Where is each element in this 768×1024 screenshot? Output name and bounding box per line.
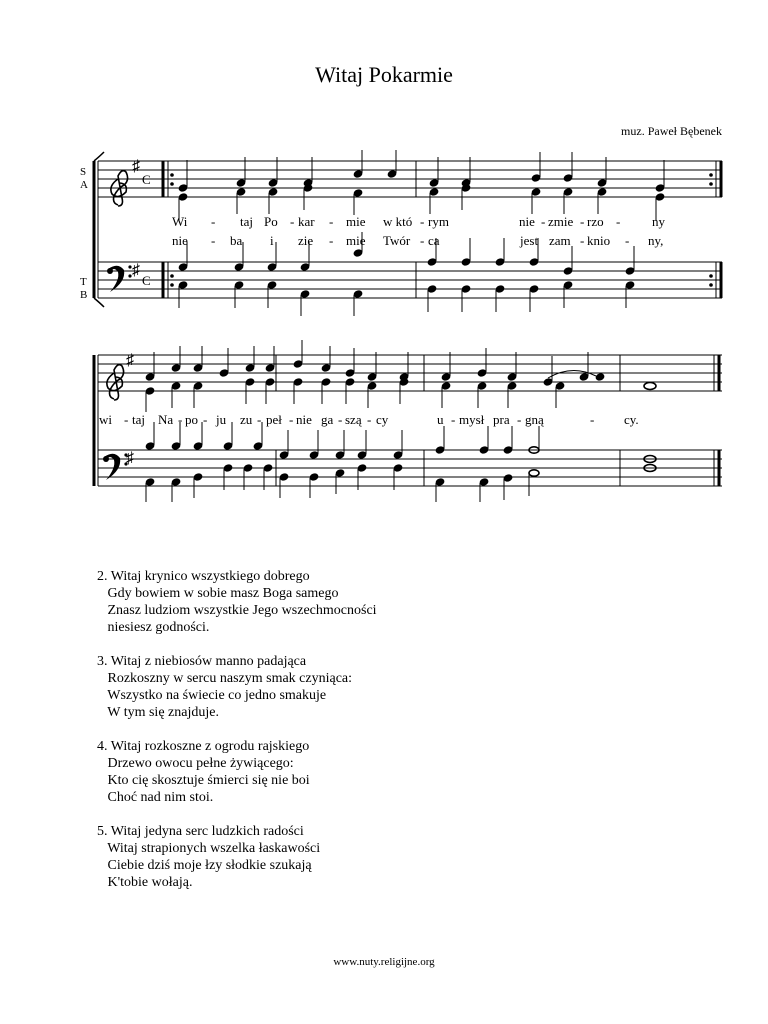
bass-staff-2 [98,450,722,486]
svg-text:Wi: Wi [172,214,188,229]
sharp-icon: ♯ [126,450,134,467]
svg-text:ga: ga [321,412,334,427]
sharp-icon: ♯ [132,262,140,279]
voice-label-t: T [80,276,87,288]
svg-text:-: - [329,214,334,229]
svg-text:Na: Na [158,412,174,427]
svg-text:Twór: Twór [383,233,411,248]
svg-text:pra: pra [493,412,510,427]
bass-staff-1 [98,262,722,298]
svg-text:-: - [211,214,216,229]
svg-text:-: - [211,233,216,248]
verse-line: Rozkoszny w sercu naszym smak czyniąca: [97,671,353,686]
voice-label-s: S [80,166,87,178]
svg-text:ny,: ny, [648,233,664,248]
svg-text:-: - [289,412,294,427]
verse-line: W tym się znajduje. [97,705,219,720]
verse-4 [97,738,377,806]
svg-text:mysł: mysł [459,412,485,427]
footer-url[interactable]: www.nuty.religijne.org [333,956,435,968]
composer-credit: muz. Paweł Bębenek [621,124,722,138]
svg-text:mie: mie [346,214,366,229]
svg-text:-: - [580,233,585,248]
svg-text:-: - [590,412,595,427]
svg-text:-: - [178,412,183,427]
verse-line: Ciebie dziś moje łzy słodkie szukają [97,858,312,873]
verse-2 [97,568,377,636]
time-signature: C [142,172,151,187]
svg-text:u: u [437,412,444,427]
svg-text:nie: nie [519,214,535,229]
svg-text:ca: ca [428,233,440,248]
additional-verses [97,568,377,908]
verse-line: Znasz ludziom wszystkie Jego wszechmocności [97,603,377,618]
verse-line: niesiesz godności. [97,620,210,635]
svg-text:po: po [185,412,198,427]
svg-text:i: i [270,233,274,248]
svg-text:cy.: cy. [624,412,639,427]
voice-label-a: A [80,179,88,191]
svg-text:rzo: rzo [587,214,604,229]
svg-text:wi: wi [99,412,112,427]
svg-text:mie: mie [346,233,366,248]
svg-text:-: - [367,412,372,427]
svg-text:ju: ju [216,412,227,427]
svg-text:nie: nie [296,412,312,427]
verse-line: 5. Witaj jedyna serc ludzkich radości [97,824,304,839]
svg-text:gną: gną [525,412,544,427]
svg-text:-: - [420,214,425,229]
verse-line: 4. Witaj rozkoszne z ogrodu rajskiego [97,739,310,754]
svg-text:ny: ny [652,214,665,229]
verse-line: 3. Witaj z niebiosów manno padająca [97,654,307,669]
svg-text:nie: nie [172,233,188,248]
verse-3 [97,653,377,721]
svg-text:cy: cy [376,412,389,427]
lyrics-system-2 [99,412,639,427]
svg-text:kar: kar [298,214,315,229]
svg-text:-: - [625,233,630,248]
svg-text:-: - [517,412,522,427]
svg-text:jest: jest [520,233,539,248]
sharp-icon: ♯ [126,352,134,369]
svg-text:-: - [580,214,585,229]
svg-text:-: - [420,233,425,248]
song-title: Witaj Pokarmie [315,62,453,87]
bass-clef-icon [107,265,132,292]
verse-5 [97,823,377,891]
bass-clef-icon [103,453,128,480]
verse-line: Choć nad nim stoi. [97,790,214,805]
verse-line: K'tobie wołają. [97,875,193,890]
svg-text:rym: rym [428,214,449,229]
svg-text:-: - [290,214,295,229]
svg-text:Po: Po [264,214,278,229]
time-signature: C [142,273,151,288]
svg-text:-: - [124,412,129,427]
svg-text:zam: zam [549,233,571,248]
verse-line: 2. Witaj krynico wszystkiego dobrego [97,569,310,584]
verse-line: Kto cię skosztuje śmierci się nie boi [97,773,310,788]
svg-text:peł: peł [266,412,282,427]
svg-text:-: - [541,214,546,229]
voice-label-b: B [80,289,88,301]
treble-staff-1 [98,161,722,197]
svg-text:-: - [257,412,262,427]
svg-text:taj: taj [132,412,145,427]
svg-text:-: - [338,412,343,427]
svg-text:-: - [203,412,208,427]
svg-text:zmie: zmie [548,214,574,229]
svg-text:knio: knio [587,233,611,248]
svg-text:w któ: w któ [383,214,413,229]
verse-line: Wszystko na świecie co jedno smakuje [97,688,327,703]
svg-text:zu: zu [240,412,253,427]
verse-line: Drzewo owocu pełne żywiącego: [97,756,294,771]
svg-text:zie: zie [298,233,314,248]
svg-text:-: - [329,233,334,248]
svg-text:szą: szą [345,412,362,427]
verse-line: Gdy bowiem w sobie masz Boga samego [97,586,339,601]
svg-text:-: - [451,412,456,427]
svg-text:ba: ba [230,233,243,248]
svg-text:-: - [616,214,621,229]
lyrics-system-1 [172,214,666,248]
sharp-icon: ♯ [132,158,140,175]
verse-line: Witaj strapionych wszelka łaskawości [97,841,321,856]
treble-staff-2 [98,355,722,391]
svg-text:taj: taj [240,214,253,229]
